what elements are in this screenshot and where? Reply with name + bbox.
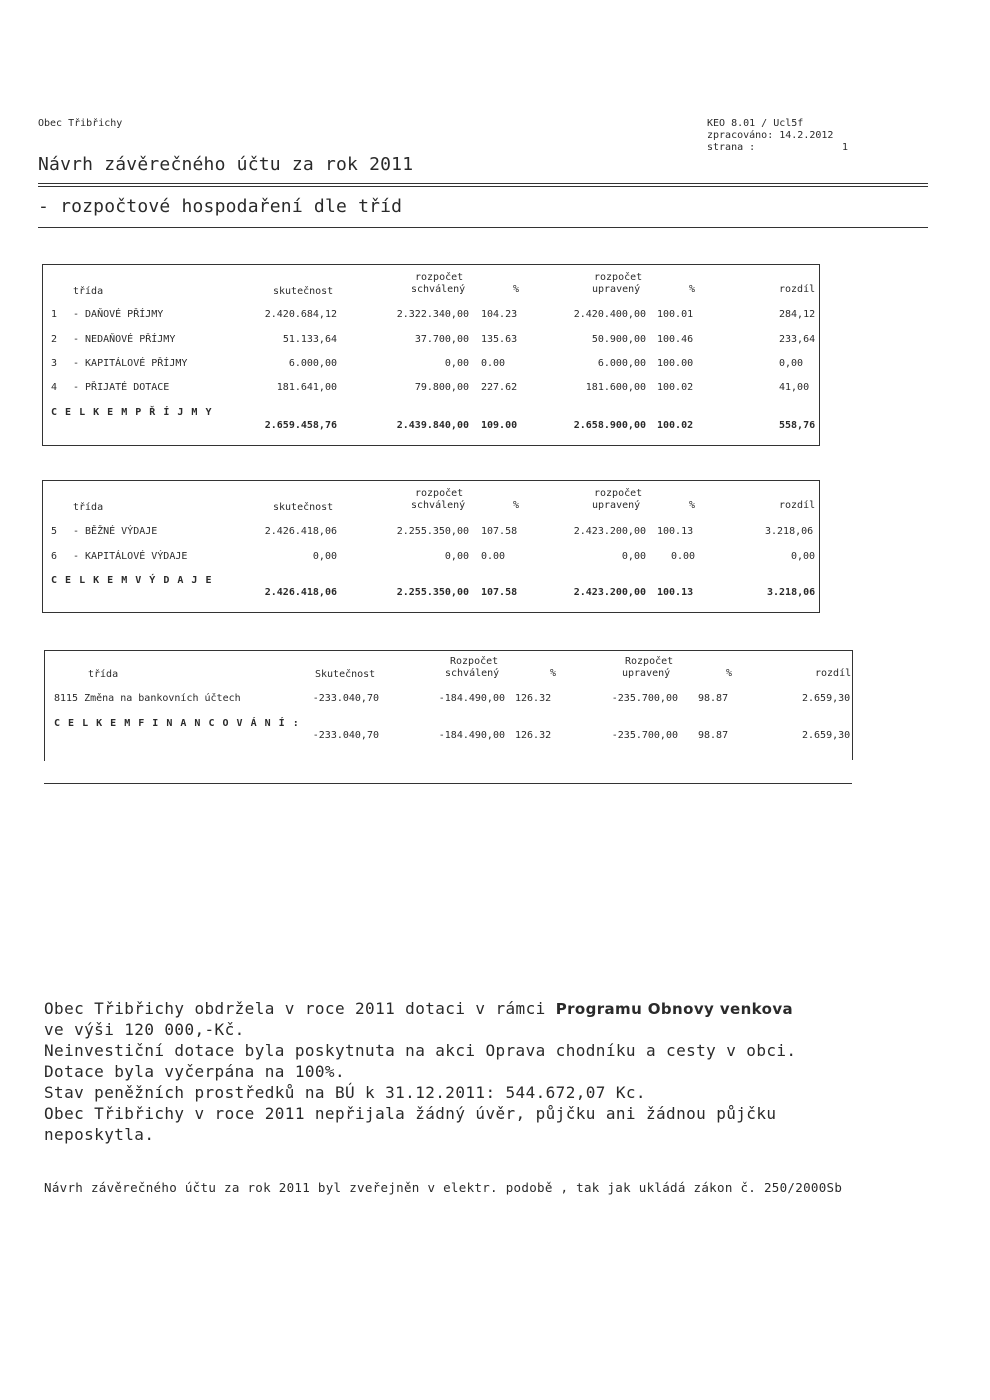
total-approved: 2.255.350,00	[396, 587, 469, 598]
row-diff: 0,00	[791, 551, 816, 562]
total-pct1: 109.00	[481, 420, 518, 431]
financing-right-border	[852, 650, 853, 760]
row-no: 4	[51, 382, 58, 393]
col-header-rozpocet-1: rozpočet	[415, 488, 464, 499]
page-title: Návrh závěrečného účtu za rok 2011	[38, 154, 414, 175]
row-actual: 181.641,00	[276, 382, 337, 393]
col-header-skutecnost: Skutečnost	[315, 669, 376, 680]
total-pct2: 98.87	[698, 730, 729, 741]
row-approved: 37.700,00	[414, 334, 469, 345]
total-approved: -184.490,00	[438, 730, 505, 741]
row-approved: -184.490,00	[438, 693, 505, 704]
notes-line-3: Neinvestiční dotace byla poskytnuta na akci Oprava chodníku a cesty v obci.	[44, 1041, 797, 1060]
notes-line-6: Obec Třibřichy v roce 2011 nepřijala žádný úvěr, půjčku ani žádnou půjčku	[44, 1104, 777, 1123]
row-name: - DAŇOVÉ PŘÍJMY	[73, 309, 164, 320]
col-header-schvaleny: schválený	[411, 284, 466, 295]
col-header-rozdil: rozdíl	[779, 284, 816, 295]
row-diff: 284,12	[779, 309, 816, 320]
footer-note: Návrh závěrečného účtu za rok 2011 byl zveřejněn v elektr. podobě , tak jak ukládá zákon č. 250/2000Sb	[44, 1180, 843, 1195]
row-adjusted: 0,00	[621, 551, 646, 562]
row-diff: 233,64	[779, 334, 816, 345]
title-rule-bottom	[38, 186, 928, 187]
org-name: Obec Třibřichy	[38, 118, 123, 129]
notes-line-1	[44, 998, 793, 1020]
row-no: 2	[51, 334, 58, 345]
col-header-rozpocet-2: Rozpočet	[625, 656, 674, 667]
total-adjusted: 2.423.200,00	[573, 587, 646, 598]
row-pct2: 98.87	[698, 693, 729, 704]
col-header-rozdil: rozdíl	[815, 668, 852, 679]
page-number: 1	[842, 142, 849, 153]
col-header-rozpocet-1: rozpočet	[415, 272, 464, 283]
total-label: C E L K E M V Ý D A J E	[51, 575, 213, 586]
page-label: strana :	[707, 142, 756, 153]
document-ref: KEO 8.01 / Ucl5f	[707, 118, 804, 129]
row-approved: 2.322.340,00	[396, 309, 469, 320]
col-header-pct-2: %	[689, 500, 696, 511]
col-header-schvaleny: schválený	[445, 668, 500, 679]
total-pct2: 100.13	[657, 587, 694, 598]
col-header-skutecnost: skutečnost	[273, 286, 334, 297]
col-header-pct-2: %	[726, 668, 733, 679]
row-diff: 3.218,06	[765, 526, 814, 537]
row-name: - KAPITÁLOVÉ PŘÍJMY	[73, 358, 188, 369]
row-pct2: 100.01	[657, 309, 694, 320]
processed-date: zpracováno: 14.2.2012	[707, 130, 834, 141]
total-adjusted: 2.658.900,00	[573, 420, 646, 431]
row-pct1: 0.00	[481, 358, 506, 369]
row-adjusted: 2.423.200,00	[573, 526, 646, 537]
program-name: Programu Obnovy venkova	[555, 1000, 794, 1018]
notes-line-2: ve výši 120 000,-Kč.	[44, 1020, 245, 1039]
page-subtitle: - rozpočtové hospodaření dle tříd	[38, 196, 403, 217]
col-header-trida: třída	[73, 286, 104, 297]
row-approved: 0,00	[444, 358, 469, 369]
row-pct1: 104.23	[481, 309, 518, 320]
col-header-pct-1: %	[513, 500, 520, 511]
row-pct1: 126.32	[515, 693, 552, 704]
row-no: 6	[51, 551, 58, 562]
row-diff: 0,00	[779, 358, 804, 369]
total-diff: 3.218,06	[767, 587, 816, 598]
row-pct1: 227.62	[481, 382, 518, 393]
expense-right-border	[819, 480, 820, 612]
row-approved: 2.255.350,00	[396, 526, 469, 537]
total-diff: 2.659,30	[802, 730, 851, 741]
col-header-pct-1: %	[513, 284, 520, 295]
row-adjusted: 181.600,00	[585, 382, 646, 393]
col-header-rozpocet-2: rozpočet	[594, 488, 643, 499]
col-header-schvaleny: schválený	[411, 500, 466, 511]
row-actual: 6.000,00	[288, 358, 337, 369]
col-header-trida: třída	[73, 502, 104, 513]
row-adjusted: 2.420.400,00	[573, 309, 646, 320]
col-header-pct-2: %	[689, 284, 696, 295]
row-pct2: 100.46	[657, 334, 694, 345]
row-pct1: 135.63	[481, 334, 518, 345]
row-no: 1	[51, 309, 58, 320]
financing-table	[44, 650, 853, 761]
total-label: C E L K E M F I N A N C O V Á N Í :	[54, 718, 300, 729]
row-adjusted: 50.900,00	[591, 334, 646, 345]
row-name: - BĚŽNÉ VÝDAJE	[73, 526, 158, 537]
row-pct1: 107.58	[481, 526, 518, 537]
row-name: - KAPITÁLOVÉ VÝDAJE	[73, 551, 188, 562]
total-pct1: 107.58	[481, 587, 518, 598]
row-pct2: 100.00	[657, 358, 694, 369]
total-actual: -233.040,70	[312, 730, 379, 741]
total-actual: 2.659.458,76	[264, 420, 337, 431]
row-diff: 2.659,30	[802, 693, 851, 704]
title-rule-top	[38, 183, 928, 184]
col-header-upraveny: upravený	[622, 668, 671, 679]
subtitle-rule	[38, 227, 928, 228]
notes-line-7: neposkytla.	[44, 1125, 155, 1144]
row-no: 3	[51, 358, 58, 369]
total-adjusted: -235.700,00	[611, 730, 678, 741]
row-name: 8115 Změna na bankovních účtech	[54, 693, 241, 704]
expense-table	[42, 480, 820, 613]
total-pct2: 100.02	[657, 420, 694, 431]
row-approved: 79.800,00	[414, 382, 469, 393]
total-pct1: 126.32	[515, 730, 552, 741]
total-actual: 2.426.418,06	[264, 587, 337, 598]
row-actual: 0,00	[312, 551, 337, 562]
row-actual: -233.040,70	[312, 693, 379, 704]
notes-line-4: Dotace byla vyčerpána na 100%.	[44, 1062, 345, 1081]
row-no: 5	[51, 526, 58, 537]
row-actual: 51.133,64	[282, 334, 337, 345]
col-header-rozpocet-2: rozpočet	[594, 272, 643, 283]
col-header-trida: třída	[88, 669, 119, 680]
income-table	[42, 264, 820, 446]
col-header-pct-1: %	[550, 668, 557, 679]
col-header-rozdil: rozdíl	[779, 500, 816, 511]
financing-bottom-rule	[44, 783, 852, 784]
row-pct2: 100.13	[657, 526, 694, 537]
row-adjusted: 6.000,00	[597, 358, 646, 369]
col-header-skutecnost: skutečnost	[273, 502, 334, 513]
notes-line-5: Stav peněžních prostředků na BÚ k 31.12.2011: 544.672,07 Kc.	[44, 1083, 646, 1102]
row-diff: 41,00	[779, 382, 810, 393]
col-header-upraveny: upravený	[592, 500, 641, 511]
row-pct2: 100.02	[657, 382, 694, 393]
row-pct1: 0.00	[481, 551, 506, 562]
notes-text-1: Obec Třibřichy obdržela v roce 2011 dotaci v rámci	[44, 999, 556, 1018]
total-approved: 2.439.840,00	[396, 420, 469, 431]
col-header-upraveny: upravený	[592, 284, 641, 295]
col-header-rozpocet-1: Rozpočet	[450, 656, 499, 667]
row-name: - NEDAŇOVÉ PŘÍJMY	[73, 334, 176, 345]
row-pct2: 0.00	[671, 551, 696, 562]
total-diff: 558,76	[779, 420, 816, 431]
row-actual: 2.426.418,06	[264, 526, 337, 537]
income-right-border	[819, 264, 820, 445]
total-label: C E L K E M P Ř Í J M Y	[51, 407, 213, 418]
row-adjusted: -235.700,00	[611, 693, 678, 704]
row-actual: 2.420.684,12	[264, 309, 337, 320]
row-approved: 0,00	[444, 551, 469, 562]
row-name: - PŘIJATÉ DOTACE	[73, 382, 170, 393]
